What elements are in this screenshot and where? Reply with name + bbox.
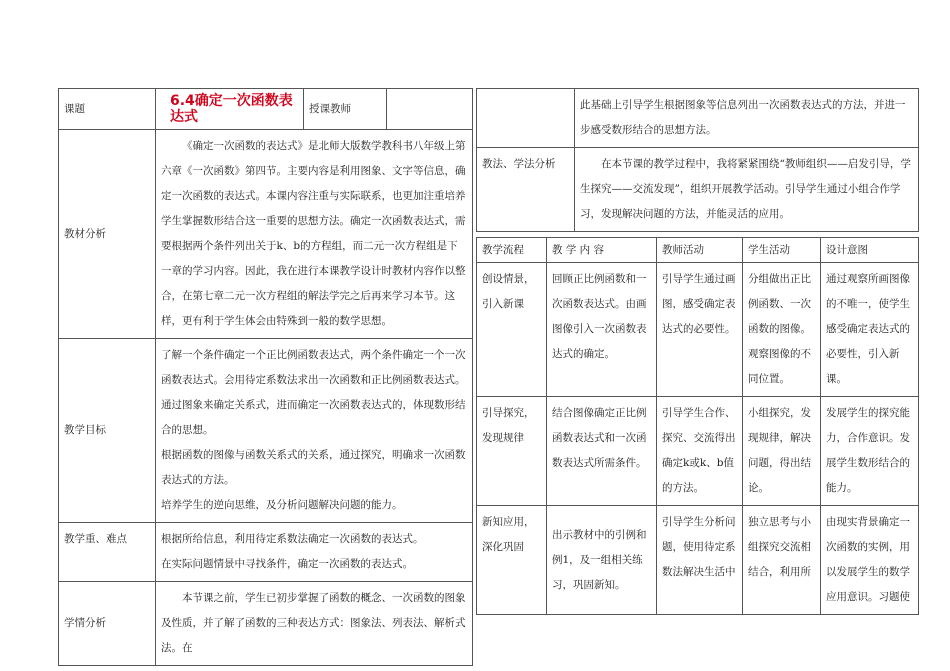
row-student: 小组探究，发现规律，解决问题，得出结论。 [743, 397, 821, 506]
students-text: 本节课之前，学生已初步掌握了函数的概念、一次函数的图象及性质，并了解了函数的三种表达方式：图象法、列表法、解析式法。在 [156, 582, 473, 666]
header-content: 教 学 内 容 [547, 238, 657, 263]
row-content: 结合图像确定正比例函数表达式和一次函数表达式所需条件。 [547, 397, 657, 506]
process-row [477, 506, 919, 615]
row-stage: 引导探究，发现规律 [477, 397, 547, 506]
lesson-plan-table-right-top [476, 88, 919, 232]
topic-label: 课题 [59, 89, 156, 130]
students-cont-label [477, 89, 575, 148]
keypoints-text: 根据所给信息，利用待定系数法确定一次函数的表达式。 在实际问题情景中寻找条件，确定一次函数的表达式。 [156, 523, 473, 582]
row-content: 出示教材中的引例和例1，及一组相关练习，巩固新知。 [547, 506, 657, 615]
material-label: 教材分析 [59, 130, 156, 339]
teacher-value [387, 89, 473, 130]
header-teacher: 教师活动 [657, 238, 743, 263]
process-table [476, 237, 919, 615]
row-stage: 创设情景，引入新课 [477, 263, 547, 397]
teacher-label: 授课教师 [304, 89, 387, 130]
material-row [59, 130, 473, 339]
row-stage: 新知应用，深化巩固 [477, 506, 547, 615]
process-header-row [477, 238, 919, 263]
row-student: 独立思考与小组探究交流相结合，利用所 [743, 506, 821, 615]
row-intent: 通过观察所画图像的不唯一，使学生感受确定表达式的必要性，引入新课。 [821, 263, 919, 397]
students-label: 学情分析 [59, 582, 156, 666]
material-text: 《确定一次函数的表达式》是北师大版数学教科书八年级上第六章《一次函数》第四节。主要内容是利用图象、文字等信息，确定一次函数的表达式。本课内容注重与实际联系，也更加注重培养学生掌握数形结合这一重要的思想方法。确定一次函数表达式，需要根据两个条件列出关于k、b的方程组，而二元一次方程组是下一章的学习内容。因此，我在进行本课教学设计时教材内容作以整合，在第七章二元一次方程组的解法学完之后再来学习本节。这样，更有利于学生体会由特殊到一般的数学思想。 [156, 130, 473, 339]
row-teacher: 引导学生通过画图，感受确定表达式的必要性。 [657, 263, 743, 397]
header-intent: 设计意图 [821, 238, 919, 263]
keypoints-row [59, 523, 473, 582]
header-stage: 教学流程 [477, 238, 547, 263]
header-student: 学生活动 [743, 238, 821, 263]
keypoints-label: 教学重、难点 [59, 523, 156, 582]
method-label: 教法、学法分析 [477, 148, 575, 232]
row-student: 分组做出正比例函数、一次函数的图像。观察图像的不同位置。 [743, 263, 821, 397]
method-row [477, 148, 919, 232]
lesson-title: 6.4确定一次函数表达式 [156, 89, 304, 130]
row-intent: 发展学生的探究能力，合作意识。发展学生数形结合的能力。 [821, 397, 919, 506]
students-cont-row [477, 89, 919, 148]
title-row [59, 89, 473, 130]
students-cont-text: 此基础上引导学生根据图象等信息列出一次函数表达式的方法，并进一步感受数形结合的思想方法。 [575, 89, 919, 148]
goals-label: 教学目标 [59, 339, 156, 523]
process-row [477, 263, 919, 397]
students-row [59, 582, 473, 666]
goals-row [59, 339, 473, 523]
method-text: 在本节课的教学过程中，我将紧紧围绕“教师组织——启发引导，学生探究——交流发现”，组织开展教学活动。引导学生通过小组合作学习，发现解决问题的方法，并能灵活的应用。 [575, 148, 919, 232]
process-row [477, 397, 919, 506]
lesson-plan-table-left [58, 88, 473, 666]
row-teacher: 引导学生分析问题，使用待定系数法解决生活中 [657, 506, 743, 615]
row-content: 回顾正比例函数和一次函数表达式。由画图像引入一次函数表达式的确定。 [547, 263, 657, 397]
goals-text: 了解一个条件确定一个正比例函数表达式，两个条件确定一个一次函数表达式。会用待定系数法求出一次函数和正比例函数表达式。 通过图象来确定关系式，进而确定一次函数表达式的，体现数形结合的思想。 根据函数的图像与函数关系式的关系，通过探究，明确求一次函数表达式的方法。 培养学生的逆向思维，及分析问题解决问题的能力。 [156, 339, 473, 523]
row-intent: 由现实背景确定一次函数的实例，用以发展学生的数学应用意识。习题使 [821, 506, 919, 615]
row-teacher: 引导学生合作、探究、交流得出确定k或k、b值的方法。 [657, 397, 743, 506]
